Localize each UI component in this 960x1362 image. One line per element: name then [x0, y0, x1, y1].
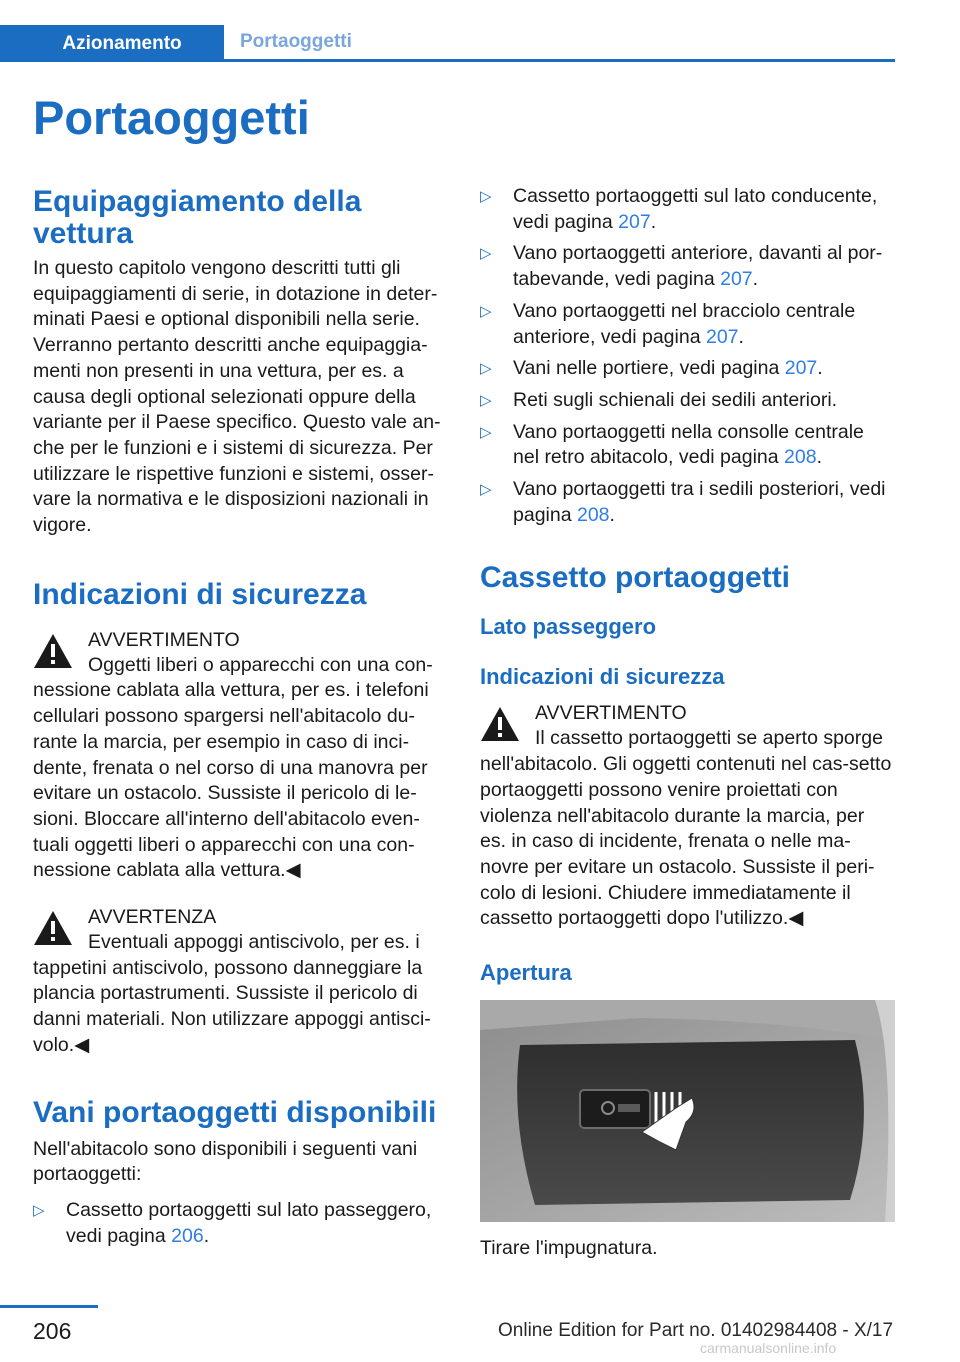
compartments-heading: Vani portaoggetti disponibili: [33, 1095, 437, 1129]
warning-block-3: [480, 700, 895, 932]
glovebox-photo: [480, 1000, 895, 1222]
triangle-bullet-icon: ▷: [480, 391, 492, 409]
triangle-bullet-icon: ▷: [33, 1201, 45, 1219]
equipment-heading: Equipaggiamento della vettura: [33, 185, 362, 250]
watermark: carmanualsonline.info: [700, 1340, 837, 1356]
photo-caption: Tirare l'impugnatura.: [480, 1237, 658, 1260]
edition-note: Online Edition for Part no. 01402984408 - X/17: [498, 1320, 894, 1341]
page-link[interactable]: 207: [618, 210, 651, 233]
list-item: ▷ Vani nelle portiere, vedi pagina 207.: [480, 356, 895, 382]
warning-2-first-line: Eventuali appoggi antiscivolo, per es. i: [88, 931, 420, 954]
list-item: ▷ Vano portaoggetti anteriore, davanti al por-tabevande, vedi pagina 207.: [480, 242, 883, 291]
glovebox-heading: Cassetto portaoggetti: [480, 561, 791, 595]
tab-azionamento[interactable]: Azionamento: [0, 25, 224, 62]
page-link[interactable]: 208: [784, 446, 817, 469]
warning-3-text: nell'abitacolo. Gli oggetti contenuti nel cas-setto portaoggetti possono venire proiettati con violenza nell'abitacolo durante la marcia, per es. in caso di incidente, frenata o nelle ma-novre per evitare un ostacolo. Sussiste il peri-colo di lesioni. Chiudere immediatamente il cassetto portaoggetti dopo l'utilizzo.◀: [480, 753, 892, 930]
page-title: Portaoggetti: [33, 91, 310, 144]
warning-triangle-icon: [33, 910, 73, 946]
header-tabs: [0, 25, 895, 62]
glovebox-safety-heading: Indicazioni di sicurezza: [480, 664, 725, 690]
left-column: [33, 186, 448, 1249]
opening-heading: Apertura: [480, 960, 572, 986]
page-link[interactable]: 208: [576, 503, 610, 526]
list-item: ▷ Vano portaoggetti nella consolle centrale nel retro abitacolo, vedi pagina 208.: [480, 420, 864, 469]
page-link[interactable]: 207: [705, 325, 739, 348]
warning-2-title: AVVERTENZA: [88, 906, 217, 929]
triangle-bullet-icon: ▷: [480, 360, 492, 378]
page-link[interactable]: 206: [171, 1224, 204, 1247]
page-number: 206: [33, 1318, 72, 1344]
list-item: ▷ Vano portaoggetti tra i sedili posteriori, vedi pagina 208.: [480, 478, 886, 526]
warning-triangle-icon: [33, 633, 73, 669]
warning-2-text: tappetini antiscivolo, possono danneggiare la plancia portastrumenti. Sussiste il pericolo di danni materiali. Non utilizzare appoggi antisci-volo.◀: [33, 956, 431, 1056]
warning-block-2: [33, 904, 448, 1059]
warning-1-title: AVVERTIMENTO: [88, 628, 240, 651]
list-item: ▷ Vano portaoggetti nel bracciolo centrale anteriore, vedi pagina 207.: [480, 299, 856, 348]
triangle-bullet-icon: ▷: [480, 188, 492, 205]
tab-portaoggetti[interactable]: Portaoggetti: [240, 31, 352, 52]
header-rule: [0, 59, 895, 62]
warning-block-1: [33, 627, 448, 884]
triangle-bullet-icon: ▷: [480, 481, 492, 499]
compartments-list-left: [33, 1198, 448, 1249]
passenger-side-heading: Lato passeggero: [480, 614, 657, 640]
warning-3-first-line: Il cassetto portaoggetti se aperto sporge: [535, 727, 883, 750]
warning-1-first-line: Oggetti liberi o apparecchi con una con-: [88, 653, 433, 676]
footer-rule: [0, 1305, 98, 1308]
page-link[interactable]: 207: [720, 268, 753, 291]
page-link[interactable]: 207: [784, 357, 818, 380]
compartments-list-right: [480, 184, 895, 528]
list-item: ▷ Cassetto portaoggetti sul lato conducente, vedi pagina 207.: [480, 185, 878, 233]
right-column: [480, 184, 895, 1262]
warning-3-title: AVVERTIMENTO: [535, 702, 687, 725]
triangle-bullet-icon: ▷: [480, 245, 492, 263]
safety-heading: Indicazioni di sicurezza: [33, 577, 367, 611]
equipment-text: In questo capitolo vengono descritti tutti gli equipaggiamenti di serie, in dotazione in deter-minati Paesi e optional disponibili nella serie. Verranno pertanto descritti anche equipaggia-menti non presenti in una vettura, per es. a causa degli optional selezionati oppure della variante per il Paese specifico. Questo vale an-che per le funzioni e i sistemi di sicurezza. Per utilizzare le rispettive funzioni e sistemi, osser-vare la normativa e le disposizioni nazionali in vigore.: [33, 257, 441, 537]
warning-1-text: nessione cablata alla vettura, per es. i telefoni cellulari possono spargersi nell'abitacolo du-rante la marcia, per esempio in caso di inci-dente, frenata o nel corso di una manovra per evitare un ostacolo. Sussiste il pericolo di le-sioni. Bloccare all'interno dell'abitacolo even-tuali oggetti liberi o apparecchi con una con-nessione cablata alla vettura.◀: [33, 679, 429, 882]
triangle-bullet-icon: ▷: [480, 302, 492, 320]
warning-triangle-icon: [480, 706, 520, 742]
list-item: ▷ Cassetto portaoggetti sul lato passeggero, vedi pagina 206.: [33, 1198, 432, 1247]
list-item: ▷ Reti sugli schienali dei sedili anteriori.: [480, 388, 895, 414]
compartments-intro: Nell'abitacolo sono disponibili i seguenti vani portaoggetti:: [33, 1137, 418, 1186]
triangle-bullet-icon: ▷: [480, 423, 492, 441]
